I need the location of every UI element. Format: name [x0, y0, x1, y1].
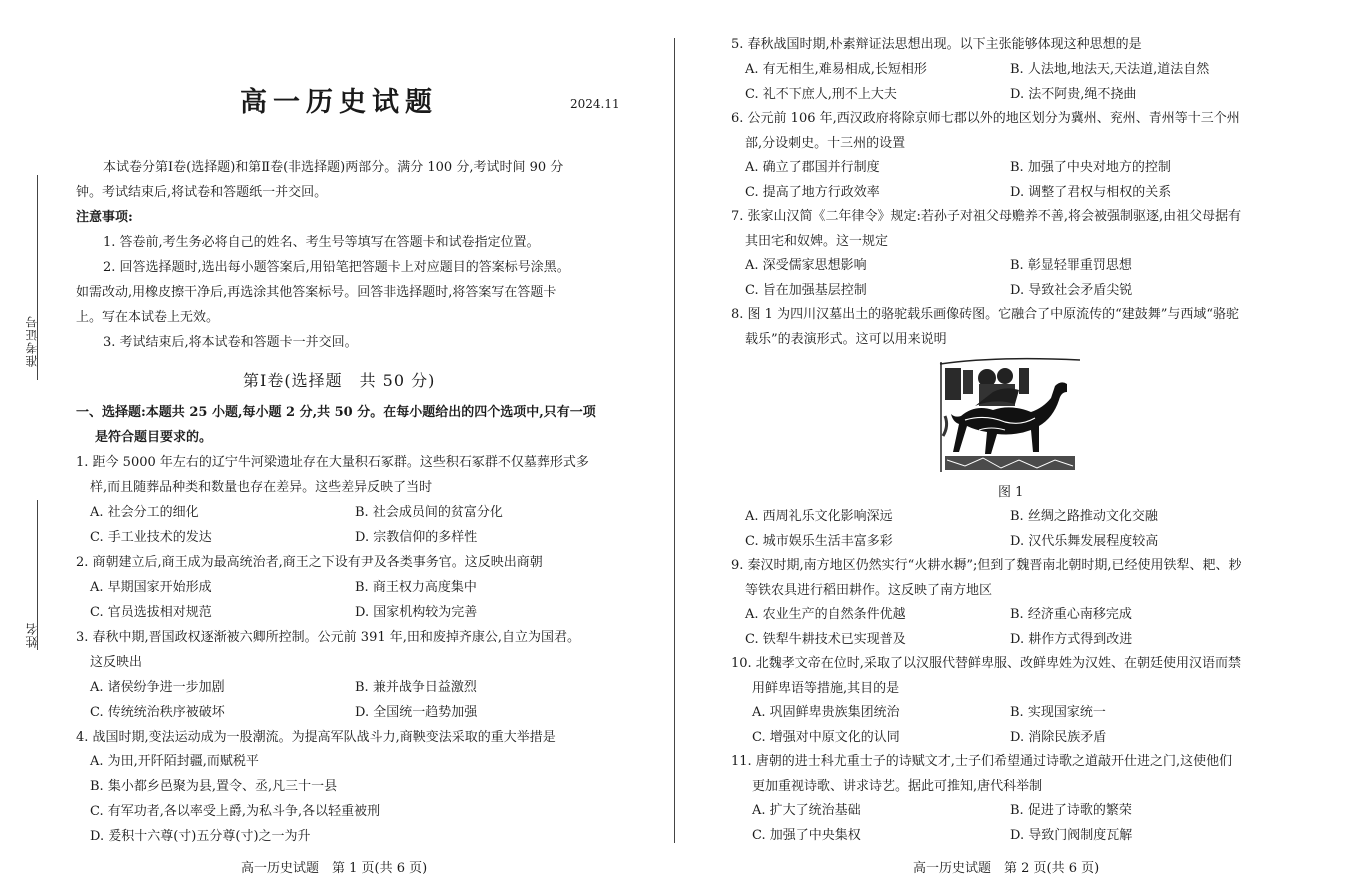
q8-option-c: C. 城市娱乐生活丰富多彩 [745, 534, 893, 549]
q9-option-c: C. 铁犁牛耕技术已实现普及 [745, 632, 906, 647]
q4-option-a: A. 为田,开阡陌封疆,而赋税平 [90, 754, 259, 769]
q5-option-b: B. 人法地,地法天,天法道,道法自然 [1010, 62, 1210, 77]
exam-id-label: 准考证号 [25, 315, 39, 367]
figure-1-camel-music-brick-image [935, 356, 1085, 476]
q2-option-d: D. 国家机构较为完善 [355, 605, 478, 620]
q9-option-b: B. 经济重心南移完成 [1010, 607, 1132, 622]
q10-option-b: B. 实现国家统一 [1010, 705, 1106, 720]
q6-option-d: D. 调整了君权与相权的关系 [1010, 185, 1172, 200]
q11-option-c: C. 加强了中央集权 [752, 828, 861, 843]
q5-option-a: A. 有无相生,难易相成,长短相形 [745, 62, 927, 77]
q4-option-b: B. 集小都乡邑聚为县,置令、丞,凡三十一县 [90, 779, 338, 794]
q1-option-d: D. 宗教信仰的多样性 [355, 530, 478, 545]
q5-stem-1: 5. 春秋战国时期,朴素辩证法思想出现。以下主张能够体现这种思想的是 [731, 37, 1142, 52]
q6-stem-1: 6. 公元前 106 年,西汉政府将除京师七郡以外的地区划分为冀州、兖州、青州等十三个州 [731, 111, 1240, 126]
q5-option-c: C. 礼不下庶人,刑不上大夫 [745, 87, 897, 102]
q4-stem-1: 4. 战国时期,变法运动成为一股潮流。为提高军队战斗力,商鞅变法采取的重大举措是 [76, 730, 556, 745]
q6-option-b: B. 加强了中央对地方的控制 [1010, 160, 1171, 175]
q9-option-d: D. 耕作方式得到改进 [1010, 632, 1133, 647]
q1-stem-1: 1. 距今 5000 年左右的辽宁牛河梁遗址存在大量积石冢群。这些积石冢群不仅墓葬形式多 [76, 455, 589, 470]
name-label: 姓名 [25, 622, 39, 648]
notice-line-2: 2. 回答选择题时,选出每小题答案后,用铅笔把答题卡上对应题目的答案标号涂黑。 [103, 260, 570, 275]
q3-stem-1: 3. 春秋中期,晋国政权逐渐被六卿所控制。公元前 391 年,田和废掉齐康公,自立为国君。 [76, 630, 581, 645]
q8-option-a: A. 西周礼乐文化影响深远 [745, 509, 893, 524]
q7-stem-1: 7. 张家山汉简《二年律令》规定:若孙子对祖父母赡养不善,将会被强制驱逐,由祖父母据有 [731, 209, 1242, 224]
q1-stem-2: 样,而且随葬品种类和数量也存在差异。这些差异反映了当时 [90, 480, 433, 495]
notice-line-1: 1. 答卷前,考生务必将自己的姓名、考生号等填写在答题卡和试卷指定位置。 [103, 235, 540, 250]
q3-stem-2: 这反映出 [90, 655, 143, 670]
notice-line-4: 上。写在本试卷上无效。 [76, 310, 220, 325]
q2-option-c: C. 官员选拔相对规范 [90, 605, 212, 620]
q4-option-d: D. 爰积十六尊(寸)五分尊(寸)之一为升 [90, 829, 311, 844]
q10-stem-1: 10. 北魏孝文帝在位时,采取了以汉服代替鲜卑服、改鲜卑姓为汉姓、在朝廷使用汉语而禁 [731, 656, 1241, 671]
q7-option-d: D. 导致社会矛盾尖锐 [1010, 283, 1133, 298]
q9-stem-2: 等铁农具进行稻田耕作。这反映了南方地区 [745, 583, 993, 598]
q2-stem-1: 2. 商朝建立后,商王成为最高统治者,商王之下设有尹及各类事务官。这反映出商朝 [76, 555, 543, 570]
q3-option-c: C. 传统统治秩序被破坏 [90, 705, 225, 720]
q2-option-a: A. 早期国家开始形成 [90, 580, 212, 595]
q11-option-a: A. 扩大了统治基础 [752, 803, 861, 818]
q8-option-b: B. 丝绸之路推动文化交融 [1010, 509, 1158, 524]
q11-stem-1: 11. 唐朝的进士科尤重士子的诗赋文才,士子们希望通过诗歌之道敲开仕进之门,这使他们 [731, 754, 1233, 769]
notice-line-5: 3. 考试结束后,将本试卷和答题卡一并交回。 [103, 335, 358, 350]
q11-option-d: D. 导致门阀制度瓦解 [1010, 828, 1133, 843]
q11-option-b: B. 促进了诗歌的繁荣 [1010, 803, 1132, 818]
q1-option-a: A. 社会分工的细化 [90, 505, 199, 520]
figure-1-caption: 图 1 [998, 485, 1024, 500]
q6-option-a: A. 确立了郡国并行制度 [745, 160, 880, 175]
camel-relief-drawing [935, 356, 1085, 476]
q11-stem-2: 更加重视诗歌、讲求诗艺。据此可推知,唐代科举制 [752, 779, 1043, 794]
notice-title: 注意事项: [76, 210, 133, 225]
instr-line-2: 是符合题目要求的。 [95, 430, 213, 445]
q10-option-d: D. 消除民族矛盾 [1010, 730, 1107, 745]
instr-line-1: 一、选择题:本题共 25 小题,每小题 2 分,共 50 分。在每小题给出的四个选项中,只有一项 [76, 405, 596, 420]
q6-stem-2: 部,分设刺史。十三州的设置 [745, 136, 906, 151]
section-title: 第Ⅰ卷(选择题 共 50 分) [243, 371, 436, 390]
q10-stem-2: 用鲜卑语等措施,其目的是 [752, 681, 900, 696]
q3-option-a: A. 诸侯纷争进一步加剧 [90, 680, 225, 695]
q5-option-d: D. 法不阿贵,绳不挠曲 [1010, 87, 1137, 102]
q10-option-c: C. 增强对中原文化的认同 [752, 730, 900, 745]
q7-option-a: A. 深受儒家思想影响 [745, 258, 867, 273]
exam-date: 2024.11 [570, 97, 620, 111]
q10-option-a: A. 巩固鲜卑贵族集团统治 [752, 705, 900, 720]
q7-option-c: C. 旨在加强基层控制 [745, 283, 867, 298]
left-footer: 高一历史试题 第 1 页(共 6 页) [241, 861, 428, 876]
exam-title: 高一历史试题 [240, 87, 438, 118]
notice-line-3: 如需改动,用橡皮擦干净后,再选涂其他答案标号。回答非选择题时,将答案写在答题卡 [76, 285, 557, 300]
q8-stem-2: 载乐”的表演形式。这可以用来说明 [745, 332, 947, 347]
q7-stem-2: 其田宅和奴婢。这一规定 [745, 234, 889, 249]
intro-line-1: 本试卷分第Ⅰ卷(选择题)和第Ⅱ卷(非选择题)两部分。满分 100 分,考试时间 90 分 [103, 160, 564, 175]
page-divider [674, 38, 675, 843]
q4-option-c: C. 有军功者,各以率受上爵,为私斗争,各以轻重被刑 [90, 804, 381, 819]
q6-option-c: C. 提高了地方行政效率 [745, 185, 880, 200]
q8-stem-1: 8. 图 1 为四川汉墓出土的骆驼载乐画像砖图。它融合了中原流传的“建鼓舞”与西域“骆驼 [731, 307, 1240, 322]
q3-option-b: B. 兼并战争日益激烈 [355, 680, 477, 695]
q3-option-d: D. 全国统一趋势加强 [355, 705, 478, 720]
q9-stem-1: 9. 秦汉时期,南方地区仍然实行“火耕水耨”;但到了魏晋南北朝时期,已经使用铁犁、耙、耖 [731, 558, 1242, 573]
q1-option-c: C. 手工业技术的发达 [90, 530, 212, 545]
q7-option-b: B. 彰显轻罪重罚思想 [1010, 258, 1132, 273]
intro-line-2: 钟。考试结束后,将试卷和答题纸一并交回。 [76, 185, 328, 200]
q9-option-a: A. 农业生产的自然条件优越 [745, 607, 906, 622]
q1-option-b: B. 社会成员间的贫富分化 [355, 505, 503, 520]
right-footer: 高一历史试题 第 2 页(共 6 页) [913, 861, 1100, 876]
q8-option-d: D. 汉代乐舞发展程度较高 [1010, 534, 1159, 549]
q2-option-b: B. 商王权力高度集中 [355, 580, 477, 595]
